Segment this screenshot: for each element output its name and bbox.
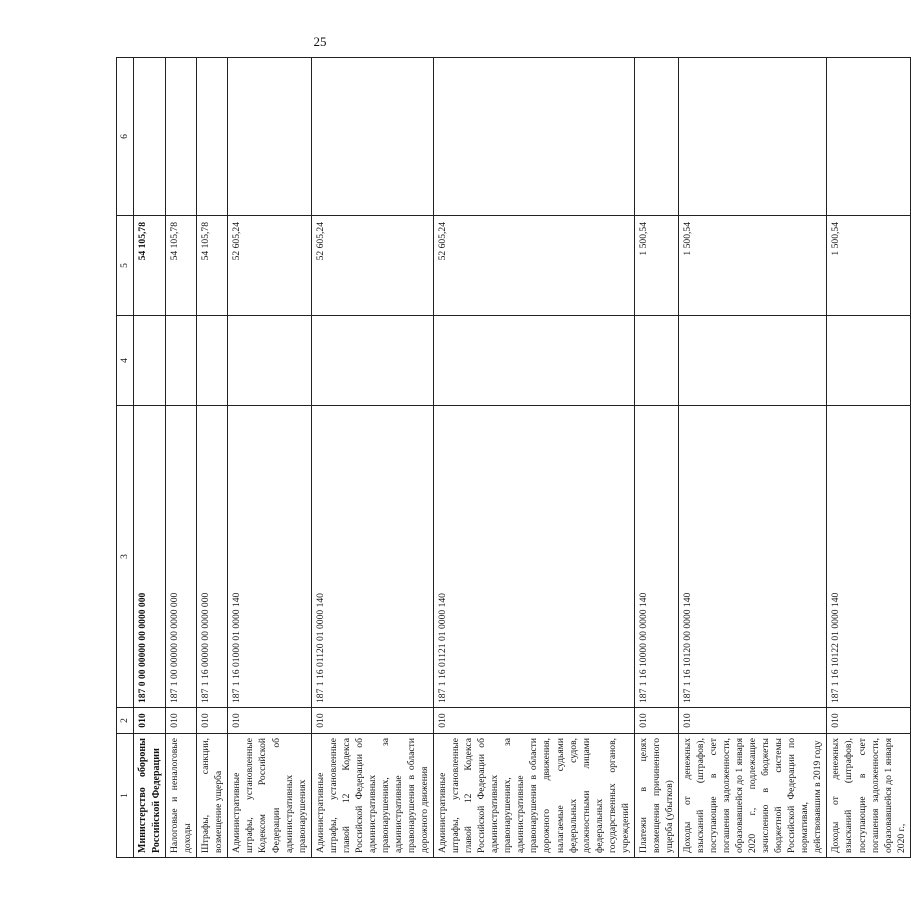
row-code: 010 <box>678 708 827 734</box>
row-amount: 52 605,24 <box>311 216 433 316</box>
row-col4 <box>634 316 678 406</box>
row-kbk: 187 1 16 00000 00 0000 000 <box>197 406 228 708</box>
row-col4 <box>134 316 166 406</box>
header-col-6: 6 <box>117 58 134 216</box>
header-col-5: 5 <box>117 216 134 316</box>
row-kbk: 187 1 16 10122 01 0000 140 <box>827 406 910 708</box>
row-col6 <box>166 58 197 216</box>
row-amount: 1 500,54 <box>827 216 910 316</box>
table-row <box>434 58 635 858</box>
row-code: 010 <box>311 708 433 734</box>
row-kbk: 187 1 00 00000 00 0000 000 <box>166 406 197 708</box>
row-name: Административные штрафы, установленные главой 12 Кодекса Российской Федерации об административных правонарушениях, за административные правонарушения в области дорожного движения, налагаемые судьями федеральных судов, должностными лицами федеральных государственных органов, учреждений <box>434 734 635 858</box>
row-amount: 54 105,78 <box>197 216 228 316</box>
row-col6 <box>134 58 166 216</box>
row-code: 010 <box>166 708 197 734</box>
row-col4 <box>827 316 910 406</box>
row-kbk: 187 1 16 01120 01 0000 140 <box>311 406 433 708</box>
row-kbk: 187 1 16 01121 01 0000 140 <box>434 406 635 708</box>
page-number: 25 <box>313 34 327 49</box>
row-col6 <box>197 58 228 216</box>
row-col6 <box>434 58 635 216</box>
table-row <box>634 58 678 858</box>
row-col4 <box>228 316 311 406</box>
header-row <box>117 58 134 858</box>
row-name: Министерство обороны Российской Федерации <box>134 734 166 858</box>
header-col-3: 3 <box>117 406 134 708</box>
table-row <box>166 58 197 858</box>
table-row <box>134 58 166 858</box>
row-amount: 52 605,24 <box>228 216 311 316</box>
row-name: Доходы от денежных взысканий (штрафов), поступающие в счет погашения задолженности, образовавшейся до 1 января 2020 г., подлежащие зачислению в бюджеты бюджетной системы Российской Федерации по нормативам, действовавшим в 2019 году <box>678 734 827 858</box>
row-amount: 1 500,54 <box>634 216 678 316</box>
row-name: Административные штрафы, установленные Кодексом Российской Федерации об административных правонарушениях <box>228 734 311 858</box>
table-row <box>311 58 433 858</box>
row-code: 010 <box>434 708 635 734</box>
header-col-2: 2 <box>117 708 134 734</box>
row-name: Налоговые и неналоговые доходы <box>166 734 197 858</box>
row-kbk: 187 1 16 10120 00 0000 140 <box>678 406 827 708</box>
row-code: 010 <box>197 708 228 734</box>
table-wrapper <box>116 58 907 858</box>
table-row <box>678 58 827 858</box>
row-name: Административные штрафы, установленные главой 12 Кодекса Российской Федерации об административных правонарушениях, за административные правонарушения в области дорожного движения <box>311 734 433 858</box>
row-col6 <box>311 58 433 216</box>
row-kbk: 187 1 16 10000 00 0000 140 <box>634 406 678 708</box>
row-col4 <box>166 316 197 406</box>
row-code: 010 <box>634 708 678 734</box>
row-col6 <box>678 58 827 216</box>
row-amount: 54 105,78 <box>166 216 197 316</box>
row-amount: 54 105,78 <box>134 216 166 316</box>
table-row <box>827 58 910 858</box>
row-amount: 1 500,54 <box>678 216 827 316</box>
row-code: 010 <box>228 708 311 734</box>
table-row <box>197 58 228 858</box>
row-col4 <box>678 316 827 406</box>
row-col6 <box>827 58 910 216</box>
header-col-1: 1 <box>117 734 134 858</box>
table-row <box>228 58 311 858</box>
row-col4 <box>197 316 228 406</box>
row-name: Штрафы, санкции, возмещение ущерба <box>197 734 228 858</box>
row-col6 <box>228 58 311 216</box>
row-col4 <box>434 316 635 406</box>
row-code: 010 <box>827 708 910 734</box>
rotated-table-sheet <box>116 58 907 858</box>
row-col4 <box>311 316 433 406</box>
row-col6 <box>634 58 678 216</box>
row-amount: 52 605,24 <box>434 216 635 316</box>
row-code: 010 <box>134 708 166 734</box>
row-name: Платежи в целях возмещения причиненного ущерба (убытков) <box>634 734 678 858</box>
row-kbk: 187 0 00 00000 00 0000 000 <box>134 406 166 708</box>
row-name: Доходы от денежных взысканий (штрафов), поступающие в счет погашения задолженности, образовавшейся до 1 января 2020 г., <box>827 734 910 858</box>
header-col-4: 4 <box>117 316 134 406</box>
row-kbk: 187 1 16 01000 01 0000 140 <box>228 406 311 708</box>
revenue-table <box>116 57 911 858</box>
